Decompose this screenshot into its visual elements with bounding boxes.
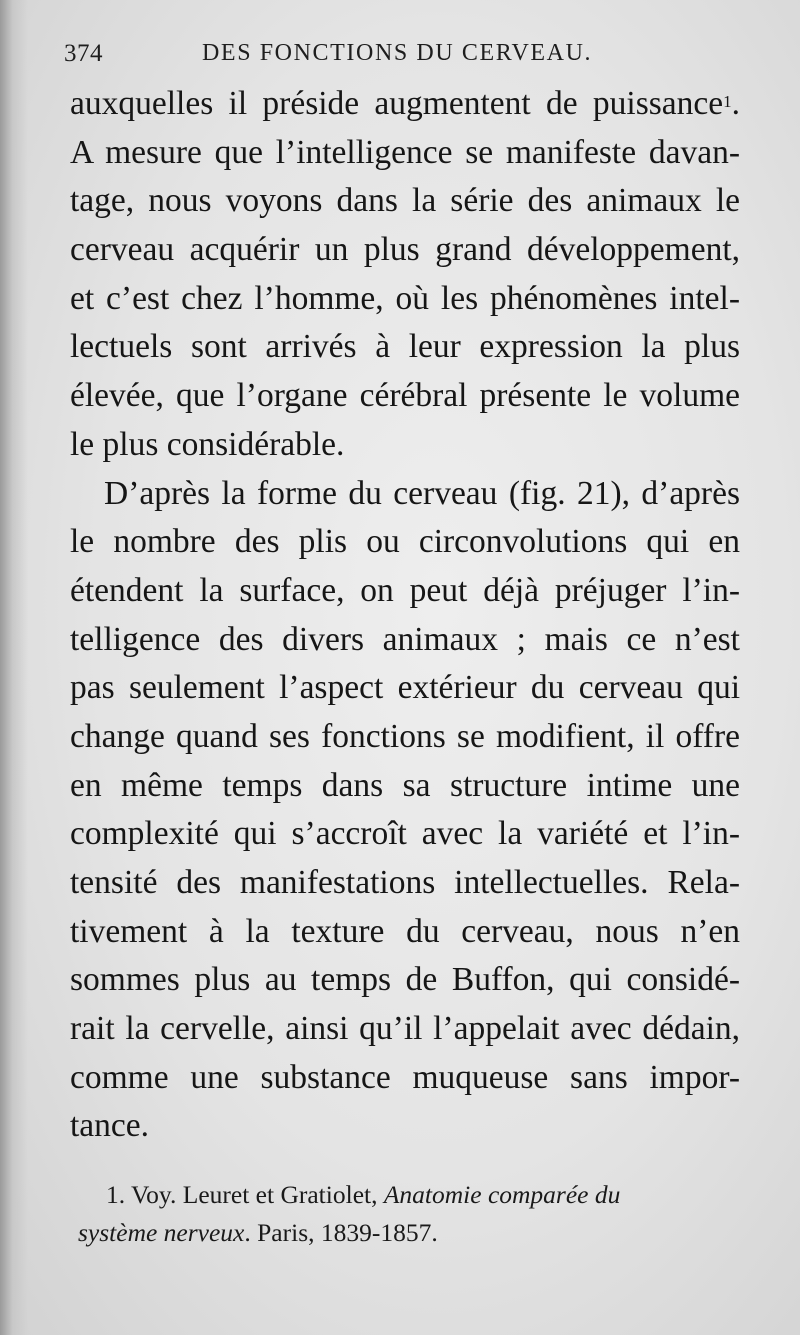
line-punctuation: . — [731, 85, 740, 122]
text-line: sommes plus au temps de Buffon, qui considé- — [70, 961, 740, 999]
text-line: le nombre des plis ou circonvolutions qui en — [70, 523, 740, 561]
text-line: complexité qui s’accroît avec la variété et l’in- — [70, 815, 740, 853]
text-line: tage, nous voyons dans la série des animaux le — [70, 182, 740, 220]
footnote-marker: 1. — [106, 1180, 126, 1209]
text-line: telligence des divers animaux ; mais ce n’est — [70, 620, 740, 658]
footnote-line — [78, 1176, 748, 1214]
text-line: D’après la forme du cerveau (fig. 21), d’après — [104, 474, 740, 512]
text-line — [70, 80, 740, 129]
footnote-text: . Paris, 1839-1857. — [244, 1218, 438, 1247]
footnote-title-cont: système nerveux — [78, 1218, 245, 1247]
text-line: le plus considérable. — [70, 425, 345, 463]
page-number: 374 — [64, 40, 103, 67]
text-line: tance. — [70, 1107, 150, 1145]
spine-shadow — [0, 0, 28, 1335]
paragraph-2 — [70, 470, 740, 1152]
text-line: élevée, que l’organe cérébral présente le volume — [70, 377, 740, 415]
running-title: DES FONCTIONS DU CERVEAU. — [202, 40, 593, 66]
text-line: tivement à la texture du cerveau, nous n’en — [70, 912, 740, 950]
text-line: étendent la surface, on peut déjà préjuger l’in- — [70, 571, 740, 609]
text-line: en même temps dans sa structure intime une — [70, 766, 740, 804]
footnote — [78, 1176, 748, 1252]
text-line: cerveau acquérir un plus grand développement, — [70, 231, 740, 269]
text-line: et c’est chez l’homme, où les phénomènes intel- — [70, 279, 740, 317]
text-line: lectuels sont arrivés à leur expression la plus — [70, 328, 740, 366]
footnote-title: Anatomie comparée du — [383, 1180, 621, 1209]
footnote-line — [78, 1214, 748, 1252]
running-header — [64, 36, 764, 76]
line-text: auxquelles il préside augmentent de puissance — [70, 85, 724, 122]
text-line: tensité des manifestations intellectuelles. Rela- — [70, 864, 740, 901]
text-line: comme une substance muqueuse sans impor- — [70, 1058, 740, 1096]
text-line: pas seulement l’aspect extérieur du cerveau qui — [70, 669, 740, 707]
text-line: A mesure que l’intelligence se manifeste davan- — [70, 133, 740, 171]
footnote-reference: 1 — [723, 92, 732, 111]
body-text — [70, 80, 740, 1151]
paragraph-1 — [70, 80, 740, 470]
footnote-text: Voy. Leuret et Gratiolet, — [131, 1180, 384, 1209]
text-line: change quand ses fonctions se modifient, il offre — [70, 717, 740, 755]
text-line: rait la cervelle, ainsi qu’il l’appelait avec dédain, — [70, 1010, 740, 1048]
